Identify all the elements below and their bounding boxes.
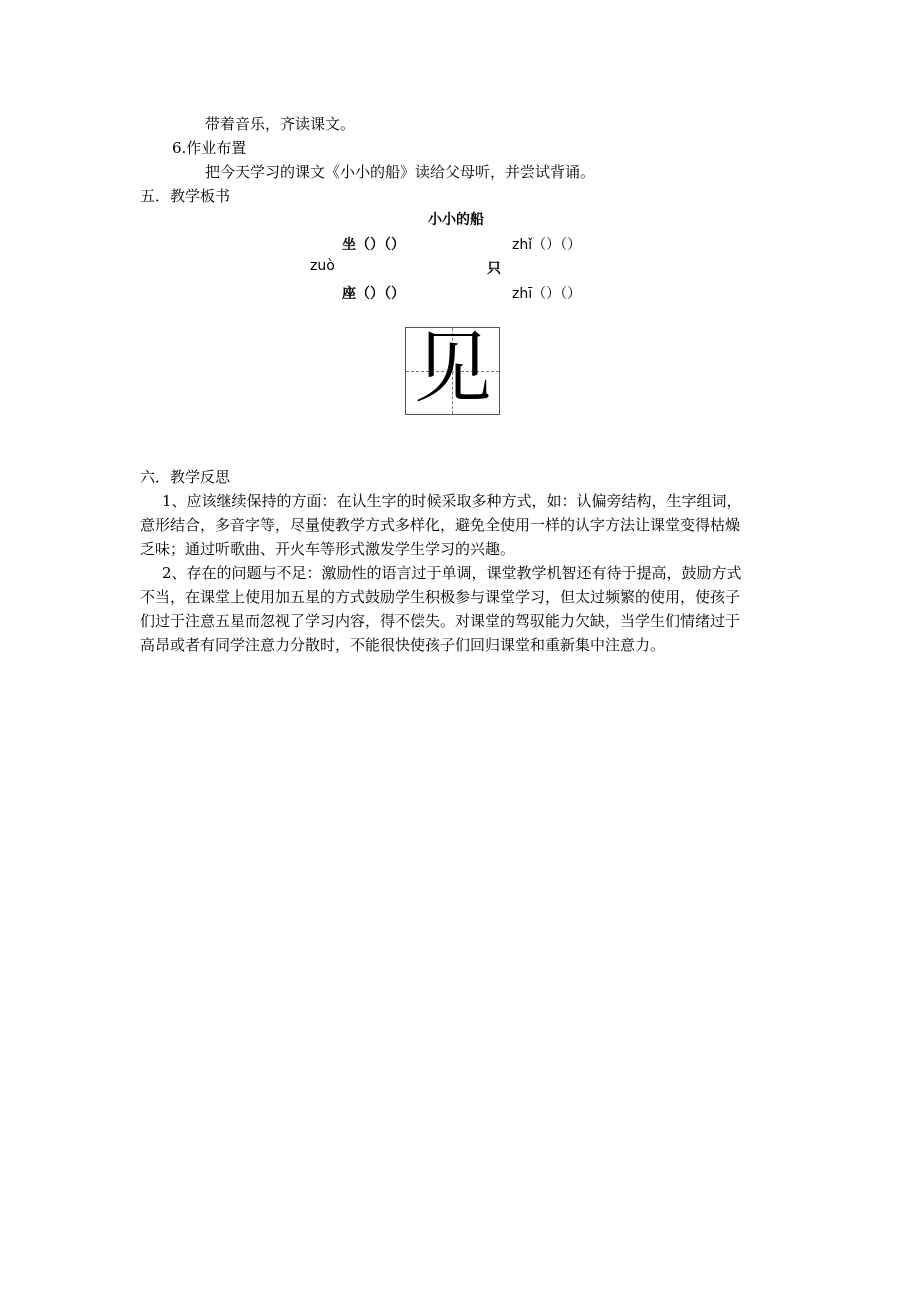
reflection-paragraph-2 bbox=[140, 561, 790, 657]
reflection-p1-line: 1、应该继续保持的方面：在认生字的时候采取多种方式，如：认偏旁结构，生字组词， bbox=[162, 492, 742, 510]
reflection-p1-line: 意形结合，多音字等，尽量使教学方式多样化，避免全使用一样的认字方法让课堂变得枯燥 bbox=[140, 516, 741, 534]
board-heading: 五．教学板书 bbox=[140, 187, 231, 205]
reflection-p1-line: 乏味；通过听歌曲、开火车等形式激发学生学习的兴趣。 bbox=[140, 540, 516, 558]
board-zuo-bottom: 座（）（） bbox=[342, 286, 405, 302]
homework-heading: 6.作业布置 bbox=[172, 139, 247, 157]
reflection-p2-line: 们过于注意五星而忽视了学习内容，得不偿失。对课堂的驾驭能力欠缺，当学生们情绪过于 bbox=[140, 612, 741, 630]
board-zhi-bottom: zhī（）（） bbox=[512, 286, 582, 302]
reflection-p2-line: 高昂或者有同学注意力分散时，不能很快使孩子们回归课堂和重新集中注意力。 bbox=[140, 636, 666, 654]
reflection-paragraph-1 bbox=[140, 489, 790, 561]
reflection-heading: 六．教学反思 bbox=[140, 468, 231, 486]
board-zuo-top: 坐（）（） bbox=[342, 237, 405, 253]
board-title: 小小的船 bbox=[428, 212, 484, 228]
grid-character: 见 bbox=[413, 324, 492, 414]
reflection-p2-line: 不当，在课堂上使用加五星的方式鼓励学生积极参与课堂学习，但太过频繁的使用，使孩子 bbox=[140, 588, 741, 606]
board-zuo-pinyin: zuò bbox=[310, 258, 335, 274]
tianzige-grid bbox=[405, 324, 500, 415]
board-zhi-char: 只 bbox=[487, 261, 501, 277]
board-zhi-top: zhǐ（）（） bbox=[512, 237, 582, 253]
read-along-line: 带着音乐，齐读课文。 bbox=[205, 115, 356, 133]
reflection-p2-line: 2、存在的问题与不足：激励性的语言过于单调，课堂教学机智还有待于提高，鼓励方式 bbox=[162, 564, 742, 582]
homework-text: 把今天学习的课文《小小的船》读给父母听，并尝试背诵。 bbox=[205, 163, 596, 181]
